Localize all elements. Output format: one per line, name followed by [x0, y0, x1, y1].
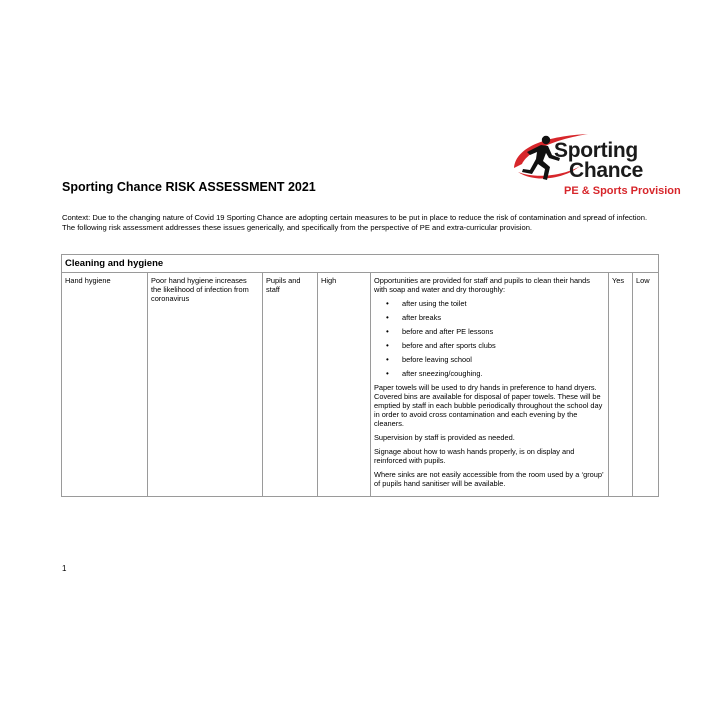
control-measures-cell: [371, 273, 609, 497]
controls-paragraph: Supervision by staff is provided as needed.: [374, 433, 515, 442]
who-at-risk-cell: Pupils and staff: [263, 273, 318, 497]
risk-assessment-table: [61, 254, 659, 497]
list-item: • before and after sports clubs: [402, 341, 605, 350]
section-heading: Cleaning and hygiene: [62, 255, 659, 273]
in-place-cell: Yes: [609, 273, 633, 497]
hazard-cell: Hand hygiene: [62, 273, 148, 497]
risk-cell: Poor hand hygiene increases the likelihood of infection from coronavirus: [148, 273, 263, 497]
logo-tagline: PE & Sports Provision: [564, 185, 681, 197]
list-item: • after sneezing/coughing.: [402, 369, 605, 378]
sporting-chance-logo: [508, 128, 681, 197]
list-item: • after breaks: [402, 313, 605, 322]
section-header-row: [62, 255, 659, 273]
page-number: 1: [62, 564, 67, 573]
table-row: [62, 273, 659, 497]
logo-word-chance: Chance: [569, 159, 644, 182]
controls-paragraph: Where sinks are not easily accessible from the room used by a ‘group’ of pupils hand sanitiser will be available.: [374, 470, 604, 488]
list-item: • before and after PE lessons: [402, 327, 605, 336]
controls-bullet-list: [374, 299, 605, 378]
controls-paragraph: Paper towels will be used to dry hands in preference to hand dryers. Covered bins are available for disposal of paper towels. These will be emptied by staff in each bubble periodically throughout the school day in order to avoid cross contamination and each evening by the cleaners.: [374, 383, 603, 428]
risk-level-cell: High: [318, 273, 371, 497]
controls-paragraph: Signage about how to wash hands properly, is on display and reinforced with pupils.: [374, 447, 575, 465]
residual-risk-cell: Low: [633, 273, 659, 497]
list-item: • after using the toilet: [402, 299, 605, 308]
logo-word-sporting: Sporting: [554, 139, 638, 162]
list-item: • before leaving school: [402, 355, 605, 364]
document-title: Sporting Chance RISK ASSESSMENT 2021: [62, 180, 316, 194]
context-paragraph: Context: Due to the changing nature of Covid 19 Sporting Chance are adopting certain measures to be put in place to reduce the risk of contamination and spread of infection. The following risk assessment addresses these issues generically, and specifically from the perspective of PE and extra-curricular provision.: [62, 213, 648, 232]
controls-intro: Opportunities are provided for staff and pupils to clean their hands with soap and water and dry thoroughly:: [374, 276, 590, 294]
